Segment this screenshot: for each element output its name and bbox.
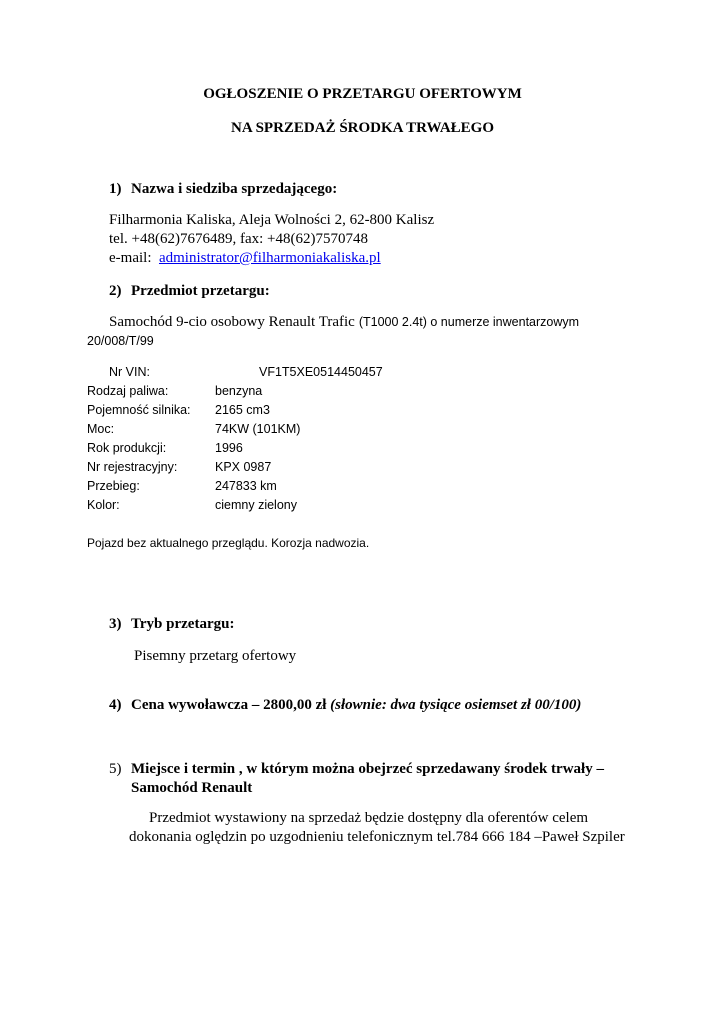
spec-value-power: 74KW (101KM): [215, 422, 301, 436]
spec-value-registration: KPX 0987: [215, 460, 272, 474]
seller-email-row: [109, 250, 381, 267]
vehicle-note: Pojazd bez aktualnego przeglądu. Korozja nadwozia.: [87, 536, 370, 550]
item-description: [109, 313, 579, 331]
document-subtitle: NA SPRZEDAŻ ŚRODKA TRWAŁEGO: [230, 120, 494, 136]
spec-label-mileage: Przebieg:: [87, 479, 140, 493]
spec-value-mileage: 247833 km: [215, 479, 277, 493]
inventory-number: 20/008/T/99: [87, 334, 154, 348]
starting-price-label: Cena wywoławcza – 2800,00 zł: [131, 697, 327, 713]
inspection-info-line2: dokonania oględzin po uzgodnieniu telefonicznym tel.784 666 184 –Paweł Szpiler: [129, 829, 625, 845]
section-3-title: Tryb przetargu:: [131, 616, 235, 632]
starting-price: [131, 697, 581, 714]
spec-label-power: Moc:: [87, 422, 115, 436]
section-3-number: 3): [109, 616, 122, 632]
section-2-title: Przedmiot przetargu:: [131, 283, 270, 299]
item-description-main: Samochód 9-cio osobowy Renault Trafic: [109, 314, 355, 330]
section-1-title: Nazwa i siedziba sprzedającego:: [131, 181, 338, 197]
seller-phone-fax: tel. +48(62)7676489, fax: +48(62)7570748: [109, 231, 368, 247]
spec-label-vin: Nr VIN:: [109, 365, 150, 379]
spec-value-color: ciemny zielony: [215, 498, 297, 512]
section-4-number: 4): [109, 697, 122, 713]
seller-address: Filharmonia Kaliska, Aleja Wolności 2, 62-800 Kalisz: [109, 212, 435, 228]
section-2-number: 2): [109, 283, 122, 299]
section-1-number: 1): [109, 181, 122, 197]
spec-label-color: Kolor:: [87, 498, 120, 512]
section-5-number: 5): [109, 761, 122, 777]
tender-mode: Pisemny przetarg ofertowy: [134, 648, 297, 664]
section-5-title: Miejsce i termin , w którym można obejrzeć sprzedawany środek trwały –: [131, 761, 604, 777]
document-title: OGŁOSZENIE O PRZETARGU OFERTOWYM: [203, 86, 522, 102]
section-5-title-line2: Samochód Renault: [131, 780, 253, 796]
email-label: e-mail:: [109, 250, 152, 266]
spec-value-fuel: benzyna: [215, 384, 263, 398]
spec-label-registration: Nr rejestracyjny:: [87, 460, 178, 474]
email-link[interactable]: administrator@filharmoniakaliska.pl: [158, 250, 381, 266]
item-description-model: (T1000 2.4t) o numerze inwentarzowym: [358, 315, 580, 329]
spec-value-engine: 2165 cm3: [215, 403, 270, 417]
starting-price-words: (słownie: dwa tysiące osiemset zł 00/100): [330, 697, 582, 713]
spec-value-vin: VF1T5XE0514450457: [259, 365, 383, 379]
spec-label-year: Rok produkcji:: [87, 441, 167, 455]
spec-label-engine: Pojemność silnika:: [87, 403, 191, 417]
spec-label-fuel: Rodzaj paliwa:: [87, 384, 169, 398]
inspection-info-line1: Przedmiot wystawiony na sprzedaż będzie dostępny dla oferentów celem: [149, 810, 589, 826]
spec-value-year: 1996: [215, 441, 243, 455]
